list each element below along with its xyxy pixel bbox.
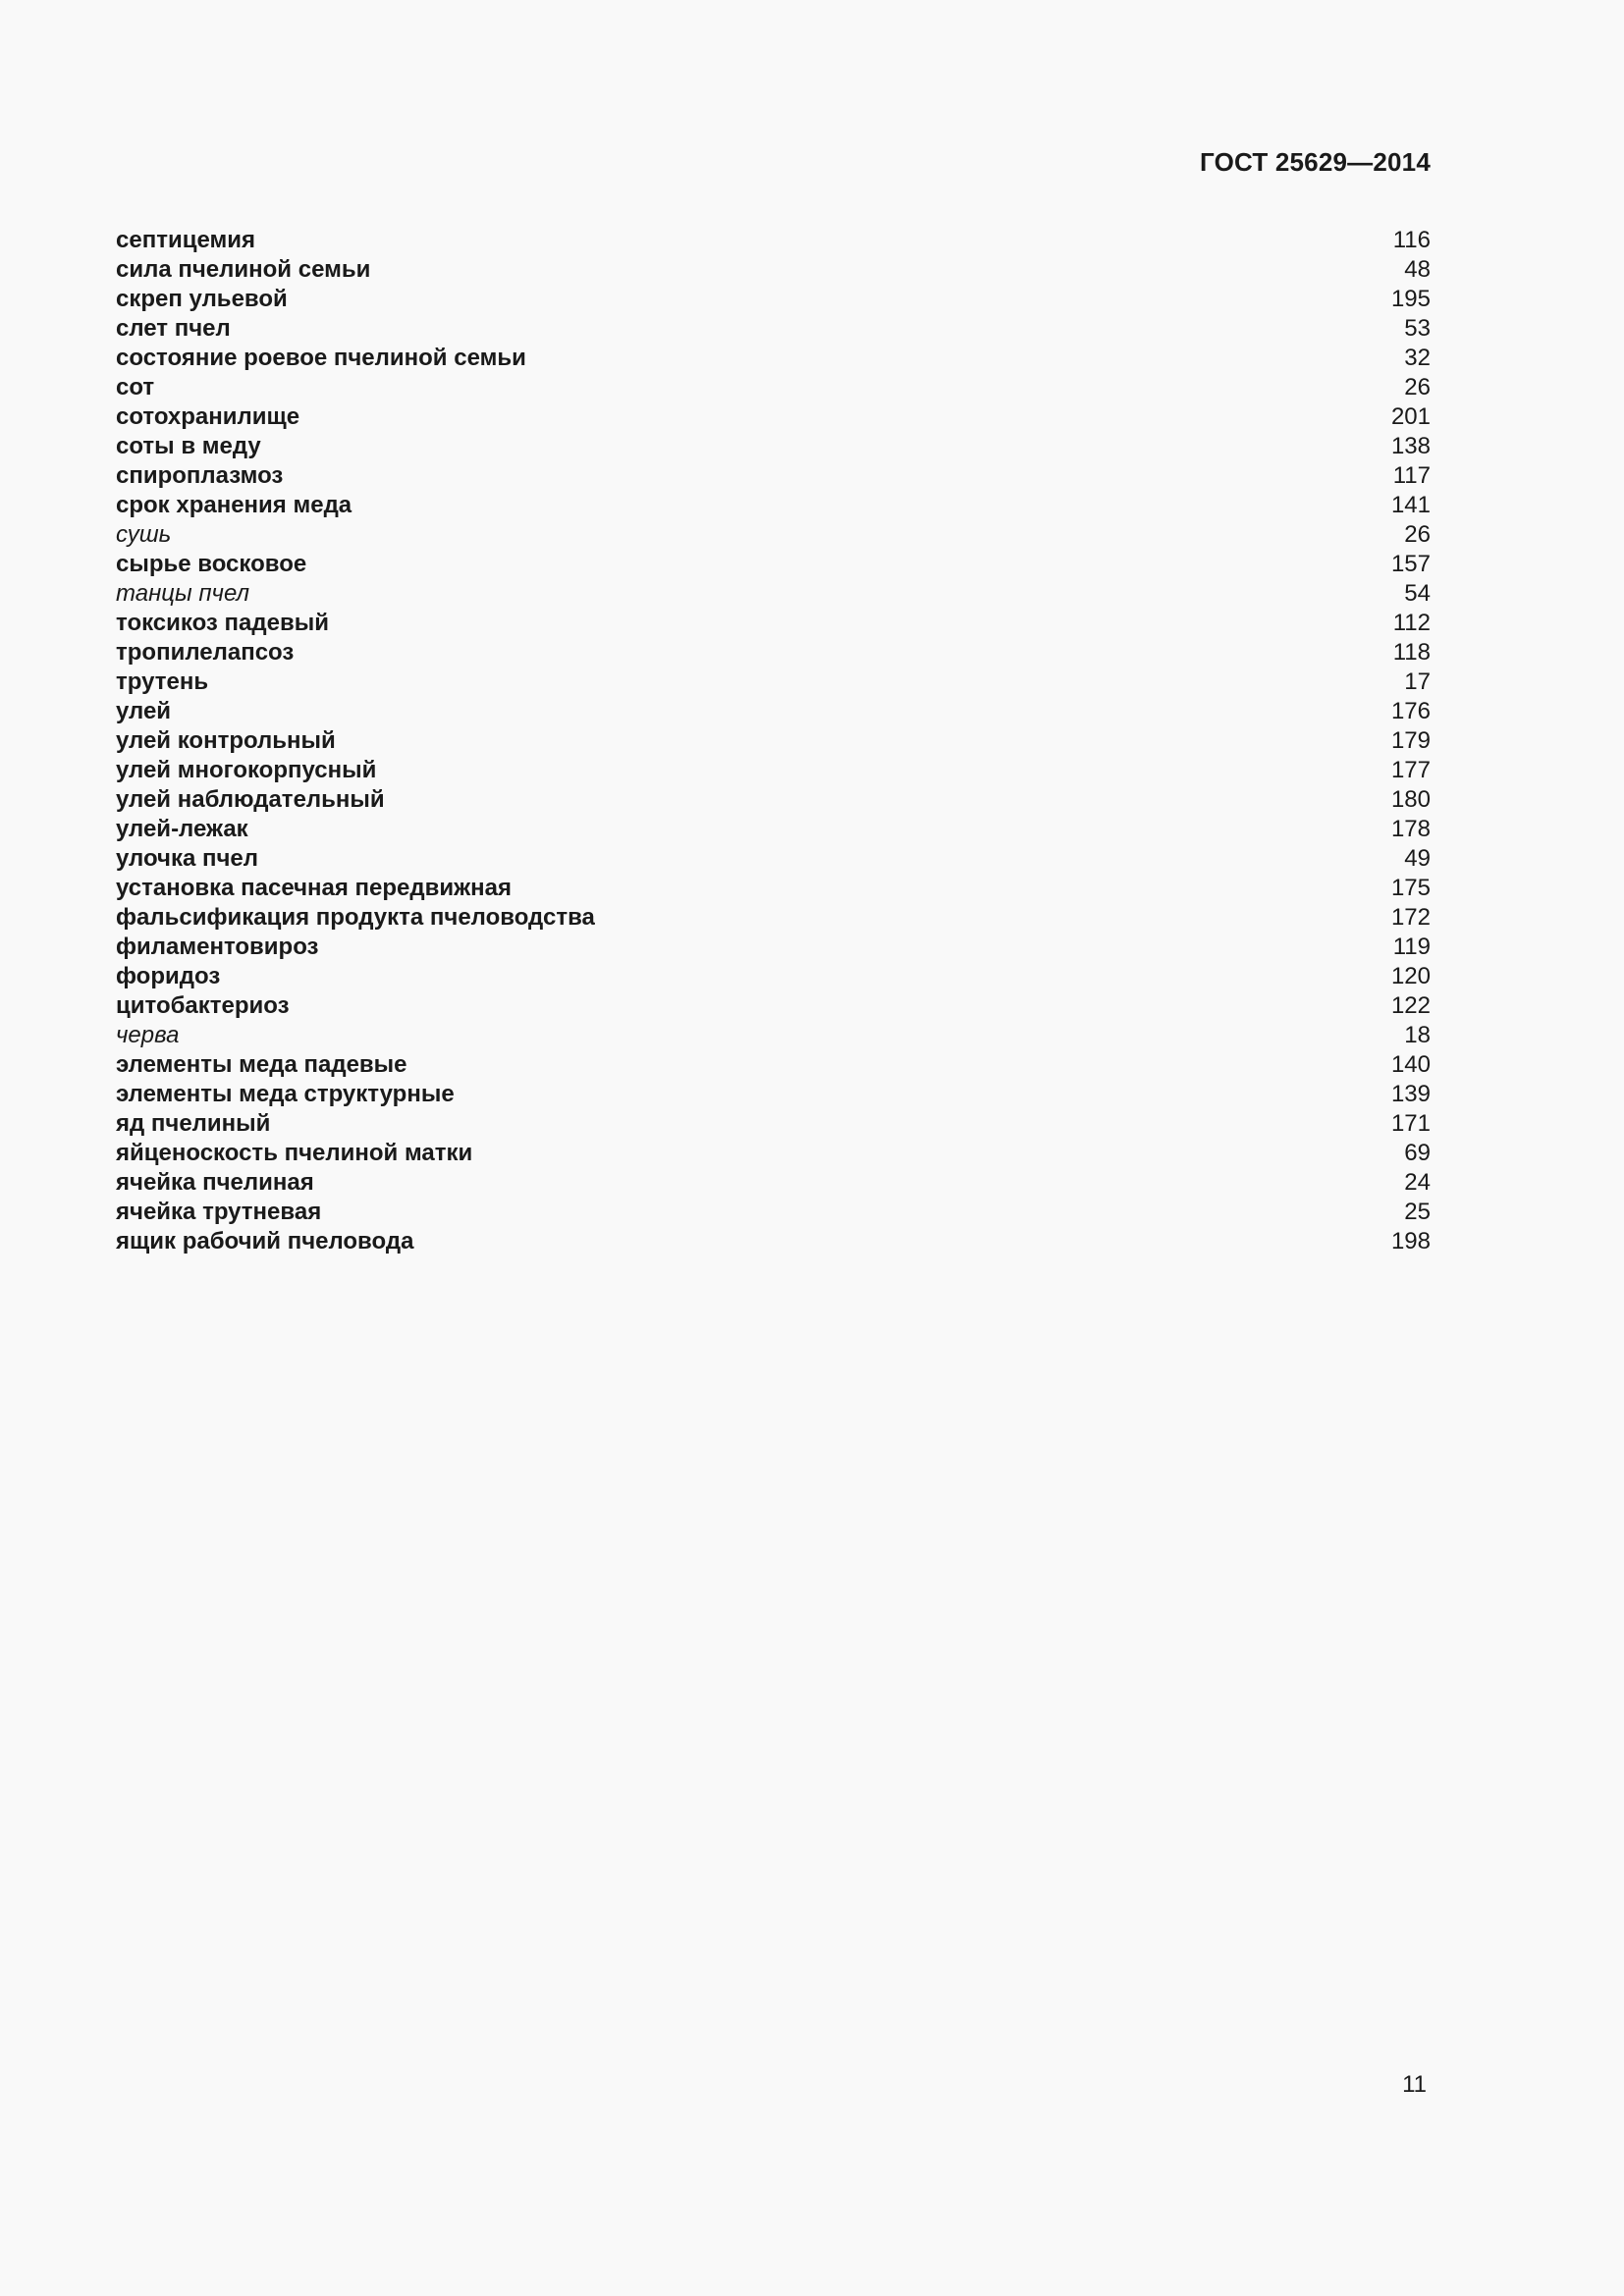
index-term-number: 178 (1390, 816, 1431, 842)
index-entry (116, 314, 1431, 344)
index-term: ящик рабочий пчеловода (116, 1228, 414, 1255)
index-term-number: 116 (1392, 227, 1431, 253)
index-entry (116, 991, 1431, 1021)
index-term: улей контрольный (116, 727, 336, 754)
index-entry (116, 933, 1431, 962)
index-term-number: 140 (1390, 1051, 1431, 1078)
index-term-number: 180 (1390, 786, 1431, 813)
index-term: танцы пчел (116, 580, 250, 607)
index-term-number: 157 (1390, 551, 1431, 577)
index-term-number: 118 (1392, 639, 1431, 666)
index-entry (116, 785, 1431, 815)
index-term-number: 53 (1404, 315, 1431, 342)
index-term: цитобактериоз (116, 992, 290, 1019)
index-entry (116, 373, 1431, 402)
index-term: улей наблюдательный (116, 786, 385, 813)
index-term-number: 32 (1404, 345, 1431, 371)
index-entry (116, 903, 1431, 933)
index-entry (116, 1050, 1431, 1080)
index-entry (116, 461, 1431, 491)
index-term-number: 179 (1390, 727, 1431, 754)
index-term: улочка пчел (116, 845, 259, 872)
index-term: улей многокорпусный (116, 757, 377, 783)
index-term: улей (116, 698, 172, 724)
index-term: фальсификация продукта пчеловодства (116, 904, 595, 931)
index-term-number: 122 (1390, 992, 1431, 1019)
index-term-number: 195 (1390, 286, 1431, 312)
index-term-number: 24 (1404, 1169, 1431, 1196)
index-entry (116, 1227, 1431, 1256)
index-term: ячейка трутневая (116, 1199, 322, 1225)
index-term-number: 112 (1392, 610, 1431, 636)
index-term: филаментовироз (116, 934, 319, 960)
index-entry (116, 520, 1431, 550)
index-term-number: 139 (1390, 1081, 1431, 1107)
index-term-number: 117 (1392, 462, 1431, 489)
index-entry (116, 491, 1431, 520)
index-entry (116, 226, 1431, 255)
index-entry (116, 638, 1431, 667)
index-entry (116, 402, 1431, 432)
index-term-number: 17 (1404, 668, 1431, 695)
index-term: яд пчелиный (116, 1110, 271, 1137)
index-term: яйценоскость пчелиной матки (116, 1140, 473, 1166)
index-entry (116, 550, 1431, 579)
index-term: ячейка пчелиная (116, 1169, 314, 1196)
page-number: 11 (1402, 2071, 1427, 2098)
index-entry (116, 609, 1431, 638)
index-term-number: 119 (1392, 934, 1431, 960)
index-term-number: 141 (1390, 492, 1431, 518)
index-term: форидоз (116, 963, 221, 989)
document-code-header: ГОСТ 25629—2014 (1200, 147, 1431, 177)
index-term-number: 201 (1390, 403, 1431, 430)
index-term-number: 172 (1390, 904, 1431, 931)
index-entry (116, 1139, 1431, 1168)
index-term: скреп ульевой (116, 286, 288, 312)
index-term: соты в меду (116, 433, 261, 459)
index-term: черва (116, 1022, 180, 1048)
index-term: спироплазмоз (116, 462, 284, 489)
index-term: элементы меда падевые (116, 1051, 407, 1078)
index-term-number: 25 (1404, 1199, 1431, 1225)
index-term-number: 54 (1404, 580, 1431, 607)
index-term: сушь (116, 521, 172, 548)
index-term-number: 198 (1390, 1228, 1431, 1255)
index-term-number: 69 (1404, 1140, 1431, 1166)
index-term: элементы меда структурные (116, 1081, 455, 1107)
index-entry (116, 1198, 1431, 1227)
index-entry (116, 285, 1431, 314)
index-term-number: 26 (1404, 521, 1431, 548)
index-entry (116, 579, 1431, 609)
index-term: состояние роевое пчелиной семьи (116, 345, 526, 371)
index-entry (116, 1080, 1431, 1109)
index-entry (116, 815, 1431, 844)
index-entry (116, 697, 1431, 726)
index-term: улей-лежак (116, 816, 248, 842)
index-term-number: 171 (1390, 1110, 1431, 1137)
index-term-number: 138 (1390, 433, 1431, 459)
index-term: сырье восковое (116, 551, 307, 577)
index-term: трутень (116, 668, 209, 695)
index-entry (116, 726, 1431, 756)
index-term: токсикоз падевый (116, 610, 329, 636)
index-entry (116, 667, 1431, 697)
index-entry (116, 255, 1431, 285)
index-entry (116, 1109, 1431, 1139)
index-term-number: 26 (1404, 374, 1431, 400)
index-term: срок хранения меда (116, 492, 352, 518)
index-term: септицемия (116, 227, 255, 253)
index-entry (116, 1168, 1431, 1198)
index-term-number: 18 (1404, 1022, 1431, 1048)
index-term: сот (116, 374, 155, 400)
index-entry (116, 962, 1431, 991)
index-term: сотохранилище (116, 403, 300, 430)
index-term: тропилелапсоз (116, 639, 295, 666)
index-term: слет пчел (116, 315, 231, 342)
index-entry (116, 344, 1431, 373)
index-term-number: 177 (1390, 757, 1431, 783)
index-entry (116, 844, 1431, 874)
index-term-number: 120 (1390, 963, 1431, 989)
index-entry (116, 874, 1431, 903)
index-entry (116, 432, 1431, 461)
index-entry (116, 1021, 1431, 1050)
index-entry (116, 756, 1431, 785)
index-term-number: 49 (1404, 845, 1431, 872)
index-term: установка пасечная передвижная (116, 875, 512, 901)
index-term-number: 176 (1390, 698, 1431, 724)
term-index-list (116, 226, 1431, 1256)
index-term: сила пчелиной семьи (116, 256, 371, 283)
index-term-number: 175 (1390, 875, 1431, 901)
index-term-number: 48 (1404, 256, 1431, 283)
